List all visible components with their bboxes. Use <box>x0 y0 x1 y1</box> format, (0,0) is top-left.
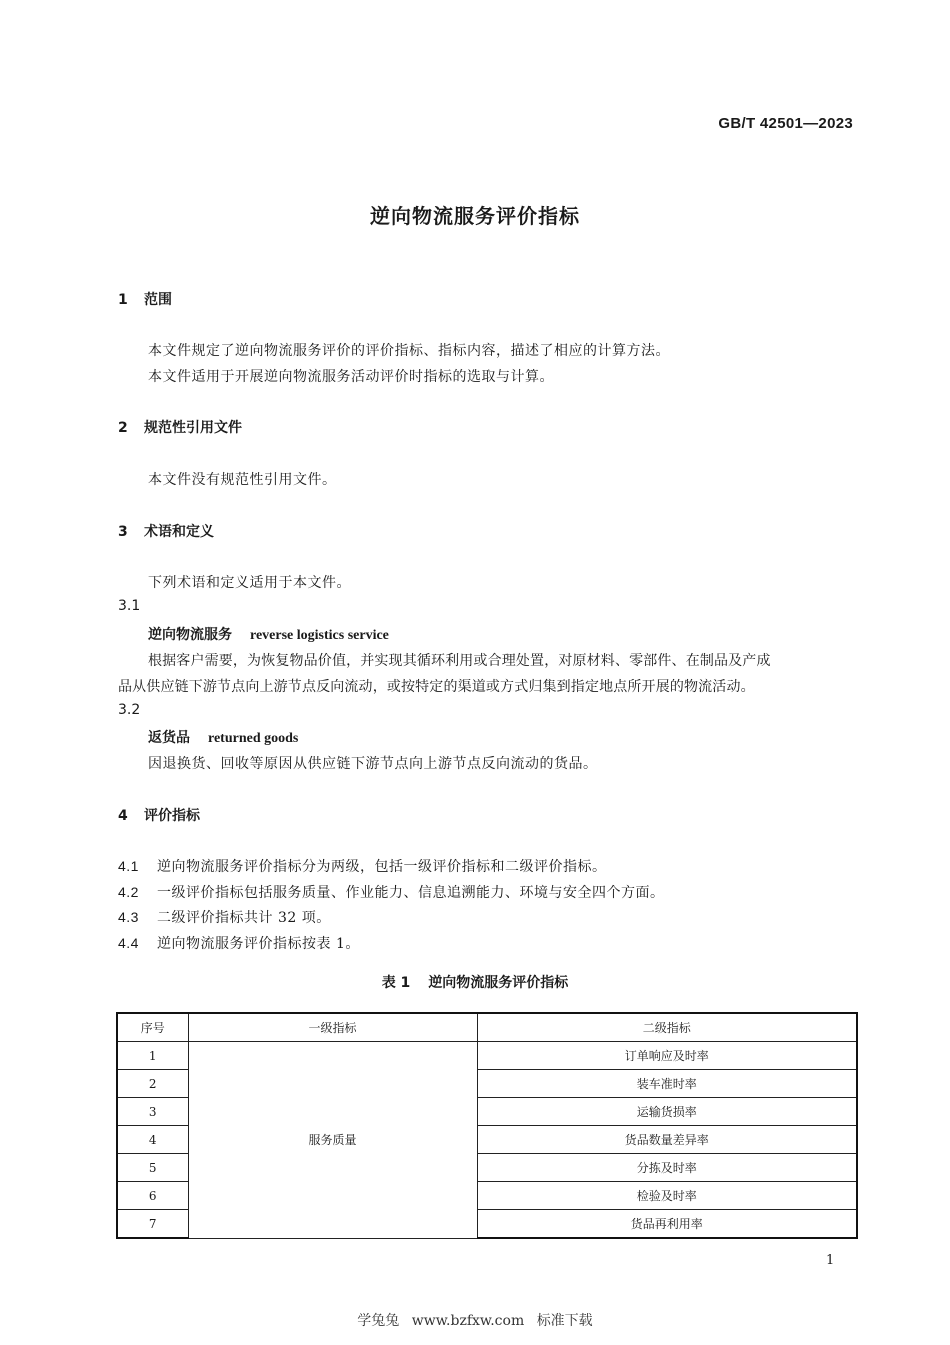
row-number: 4 <box>117 1126 188 1154</box>
second-level-index: 分拣及时率 <box>477 1154 857 1182</box>
clause-number: 4.1 <box>118 858 139 874</box>
row-number: 1 <box>117 1042 188 1070</box>
row-number: 5 <box>117 1154 188 1182</box>
paragraph: 本文件适用于开展逆向物流服务活动评价时指标的选取与计算。 <box>148 369 554 385</box>
term-number: 3.2 <box>118 702 141 718</box>
section-number: 2 <box>118 420 128 436</box>
table-header-row <box>117 1013 857 1042</box>
clause-number: 4.3 <box>118 909 139 925</box>
section-title: 评价指标 <box>144 808 200 824</box>
term-heading <box>148 624 389 644</box>
term-definition: 因退换货、回收等原因从供应链下游节点向上游节点反向流动的货品。 <box>148 756 598 772</box>
column-header: 二级指标 <box>477 1013 857 1042</box>
section-title: 范围 <box>144 292 172 308</box>
term-definition-cont: 品从供应链下游节点向上游节点反向流动，或按特定的渠道或方式归集到指定地点所开展的物流活动。 <box>118 679 755 695</box>
clause-number: 4.4 <box>118 935 139 951</box>
table-caption <box>0 972 950 992</box>
section-number: 3 <box>118 524 128 540</box>
second-level-index: 检验及时率 <box>477 1182 857 1210</box>
term-heading <box>148 727 298 747</box>
term-en: returned goods <box>208 731 299 746</box>
section-title: 规范性引用文件 <box>144 420 242 436</box>
paragraph: 本文件没有规范性引用文件。 <box>148 472 337 488</box>
document-title: 逆向物流服务评价指标 <box>370 204 580 228</box>
second-level-index: 货品数量差异率 <box>477 1126 857 1154</box>
term-number: 3.1 <box>118 598 141 614</box>
clause-text: 一级评价指标包括服务质量、作业能力、信息追溯能力、环境与安全四个方面。 <box>157 885 665 901</box>
clause-item <box>118 933 360 953</box>
table-label: 表 1 <box>381 975 411 991</box>
section-4-heading <box>118 805 200 825</box>
clause-text: 逆向物流服务评价指标分为两级，包括一级评价指标和二级评价指标。 <box>157 859 607 875</box>
evaluation-index-table <box>116 1012 858 1239</box>
footer-url[interactable]: www.bzfxw.com <box>411 1313 525 1329</box>
first-level-index: 服务质量 <box>188 1042 477 1239</box>
section-number: 4 <box>118 808 128 824</box>
term-definition: 根据客户需要，为恢复物品价值，并实现其循环利用或合理处置，对原材料、零部件、在制品及产成 <box>148 653 771 669</box>
term-en: reverse logistics service <box>250 628 389 643</box>
clause-item <box>118 856 607 876</box>
clause-item <box>118 882 665 902</box>
paragraph: 下列术语和定义适用于本文件。 <box>148 575 351 591</box>
paragraph: 本文件规定了逆向物流服务评价的评价指标、指标内容，描述了相应的计算方法。 <box>148 343 670 359</box>
clause-text: 二级评价指标共计 32 项。 <box>157 910 331 926</box>
table-row <box>117 1042 857 1070</box>
term-zh: 逆向物流服务 <box>148 627 232 643</box>
section-2-heading <box>118 417 242 437</box>
section-3-heading <box>118 521 214 541</box>
second-level-index: 货品再利用率 <box>477 1210 857 1239</box>
row-number: 7 <box>117 1210 188 1239</box>
section-1-heading <box>118 289 172 309</box>
page-number: 1 <box>826 1253 835 1268</box>
section-number: 1 <box>118 292 128 308</box>
clause-item <box>118 907 331 927</box>
footer-site-name: 学兔兔 <box>357 1313 400 1329</box>
row-number: 6 <box>117 1182 188 1210</box>
section-title: 术语和定义 <box>144 524 214 540</box>
table-caption-text: 逆向物流服务评价指标 <box>428 975 569 991</box>
second-level-index: 运输货损率 <box>477 1098 857 1126</box>
column-header: 序号 <box>117 1013 188 1042</box>
second-level-index: 订单响应及时率 <box>477 1042 857 1070</box>
column-header: 一级指标 <box>188 1013 477 1042</box>
row-number: 2 <box>117 1070 188 1098</box>
term-zh: 返货品 <box>148 730 190 746</box>
row-number: 3 <box>117 1098 188 1126</box>
standard-code: GB/T 42501—2023 <box>718 115 853 132</box>
clause-text: 逆向物流服务评价指标按表 1。 <box>157 936 360 952</box>
clause-number: 4.2 <box>118 884 139 900</box>
footer-watermark <box>0 1310 950 1330</box>
second-level-index: 装车准时率 <box>477 1070 857 1098</box>
footer-tagline: 标准下载 <box>536 1313 593 1329</box>
